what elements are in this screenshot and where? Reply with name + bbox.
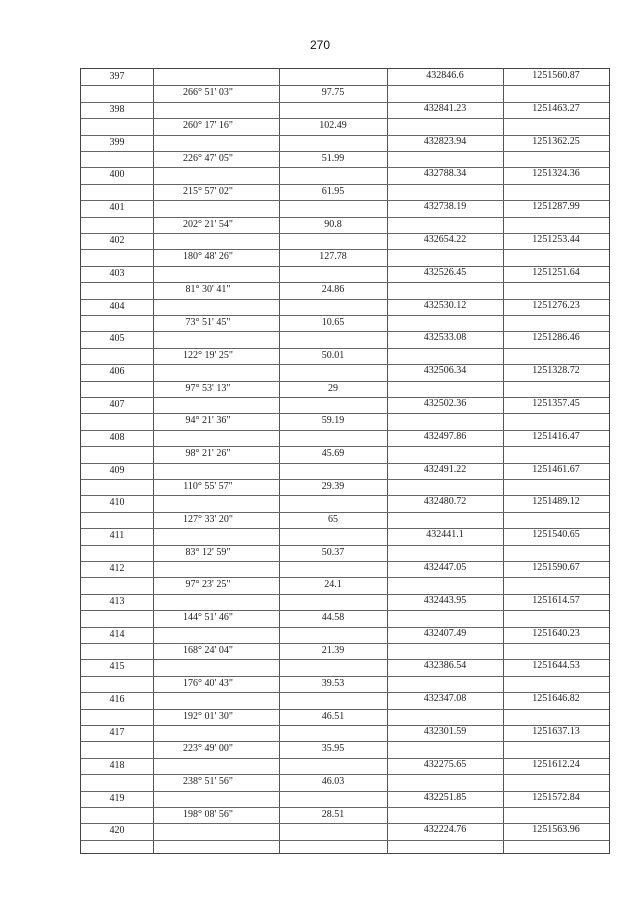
row-divider [81,266,609,267]
point-x-coordinate: 432386.54 [423,660,467,672]
point-id: 400 [109,169,125,181]
point-y-coordinate: 1251590.67 [532,562,580,573]
segment-bearing: 202° 21' 54" [183,218,233,230]
segment-distance: 102.49 [319,120,347,132]
point-x-coordinate: 432788.34 [423,168,467,180]
point-id: 397 [109,71,125,82]
point-y-coordinate: 1251646.82 [532,693,580,705]
segment-bearing: 226° 47' 05" [183,153,233,164]
point-id: 398 [109,103,125,115]
segment-distance: 45.69 [321,448,345,460]
row-divider [81,512,609,513]
segment-distance: 29 [328,382,338,394]
row-divider [81,495,609,496]
segment-distance: 21.39 [321,645,345,656]
segment-bearing: 238° 51' 56" [183,776,233,788]
point-id: 410 [109,497,125,509]
point-y-coordinate: 1251251.64 [532,266,580,278]
row-divider [81,315,609,316]
row-divider [81,545,609,546]
segment-distance: 46.03 [321,776,345,788]
point-id: 401 [109,202,125,214]
segment-bearing: 97° 23' 25" [185,579,231,591]
segment-distance: 50.01 [321,349,345,361]
row-divider [81,741,609,742]
point-id: 416 [109,694,125,706]
segment-bearing: 198° 08' 56" [183,809,233,820]
row-divider [81,331,609,332]
row-divider [81,692,609,693]
segment-bearing: 144° 51' 46" [183,612,233,624]
row-divider [81,725,609,726]
row-divider [81,102,609,103]
point-y-coordinate: 1251637.13 [532,726,580,737]
point-x-coordinate: 432738.19 [423,201,467,213]
point-y-coordinate: 1251287.99 [532,201,580,213]
point-y-coordinate: 1251461.67 [532,463,580,475]
point-id: 406 [109,366,125,378]
segment-distance: 29.39 [321,481,345,492]
point-x-coordinate: 432654.22 [423,234,467,245]
point-y-coordinate: 1251640.23 [532,627,580,639]
point-y-coordinate: 1251253.44 [532,234,580,245]
point-y-coordinate: 1251328.72 [532,365,580,377]
point-y-coordinate: 1251489.12 [532,496,580,508]
row-divider [81,840,609,841]
segment-distance: 65 [328,513,338,525]
row-divider [81,184,609,185]
point-id: 418 [109,759,125,771]
point-x-coordinate: 432530.12 [423,299,467,311]
segment-bearing: 260° 17' 16" [183,120,233,132]
row-divider [81,397,609,398]
point-x-coordinate: 432841.23 [423,102,467,114]
row-divider [81,577,609,578]
point-y-coordinate: 1251612.24 [532,758,580,770]
row-divider [81,167,609,168]
row-divider [81,282,609,283]
point-id: 412 [109,563,125,574]
segment-distance: 50.37 [321,546,345,558]
point-id: 402 [109,235,125,246]
row-divider [81,709,609,710]
row-divider [81,364,609,365]
row-divider [81,774,609,775]
point-id: 414 [109,628,125,640]
point-y-coordinate: 1251560.87 [532,70,580,81]
point-x-coordinate: 432251.85 [423,791,467,803]
row-divider [81,413,609,414]
point-y-coordinate: 1251644.53 [532,660,580,672]
segment-distance: 24.1 [324,579,342,591]
segment-bearing: 180° 48' 26" [183,251,233,263]
row-divider [81,446,609,447]
point-x-coordinate: 432480.72 [423,496,467,508]
segment-bearing: 98° 21' 26" [185,448,231,460]
row-divider [81,479,609,480]
point-x-coordinate: 432407.49 [423,627,467,639]
row-divider [81,643,609,644]
point-id: 413 [109,595,125,607]
row-divider [81,85,609,86]
point-id: 415 [109,661,125,673]
point-y-coordinate: 1251563.96 [532,824,580,836]
segment-distance: 51.99 [321,153,345,164]
point-y-coordinate: 1251286.46 [532,332,580,344]
row-divider [81,430,609,431]
segment-distance: 127.78 [319,251,347,263]
point-x-coordinate: 432224.76 [423,824,467,836]
segment-distance: 35.95 [321,743,345,755]
point-id: 411 [109,530,125,542]
point-id: 407 [109,399,125,410]
point-x-coordinate: 432497.86 [423,430,467,442]
row-divider [81,249,609,250]
point-x-coordinate: 432526.45 [423,266,467,278]
point-x-coordinate: 432275.65 [423,758,467,770]
point-id: 405 [109,333,125,345]
page-number: 270 [309,38,331,52]
point-x-coordinate: 432846.6 [426,70,464,81]
segment-bearing: 122° 19' 25" [183,349,233,361]
row-divider [81,676,609,677]
point-y-coordinate: 1251572.84 [532,791,580,803]
point-id: 419 [109,792,125,804]
survey-coordinates-table [80,68,610,854]
segment-bearing: 83° 12' 59" [185,546,231,558]
point-y-coordinate: 1251362.25 [532,135,580,147]
segment-bearing: 168° 24' 04" [183,645,233,656]
point-id: 408 [109,431,125,443]
segment-bearing: 94° 21' 36" [185,415,231,427]
segment-bearing: 110° 55' 57" [183,481,233,492]
segment-distance: 97.75 [321,87,345,99]
point-id: 404 [109,300,125,312]
row-divider [81,791,609,792]
row-divider [81,135,609,136]
row-divider [81,659,609,660]
row-divider [81,233,609,234]
row-divider [81,528,609,529]
row-divider [81,151,609,152]
point-x-coordinate: 432823.94 [423,135,467,147]
segment-bearing: 127° 33' 20" [183,513,233,525]
row-divider [81,610,609,611]
row-divider [81,594,609,595]
segment-distance: 44.58 [321,612,345,624]
segment-bearing: 176° 40' 43" [183,677,233,689]
point-id: 403 [109,267,125,279]
row-divider [81,118,609,119]
row-divider [81,823,609,824]
segment-bearing: 81° 30' 41" [185,284,231,296]
segment-distance: 10.65 [321,317,345,328]
row-divider [81,299,609,300]
segment-bearing: 73° 51' 45" [185,317,231,328]
point-x-coordinate: 432347.08 [423,693,467,705]
point-y-coordinate: 1251540.65 [532,529,580,541]
point-x-coordinate: 432301.59 [423,726,467,737]
segment-bearing: 192° 01' 30" [183,710,233,722]
row-divider [81,561,609,562]
segment-distance: 59.19 [321,415,345,427]
segment-distance: 24.86 [321,284,345,296]
point-y-coordinate: 1251357.45 [532,398,580,409]
point-x-coordinate: 432447.05 [423,562,467,573]
point-x-coordinate: 432502.36 [423,398,467,409]
segment-bearing: 223° 49' 00" [183,743,233,755]
segment-distance: 28.51 [321,809,345,820]
segment-distance: 90.8 [324,218,342,230]
row-divider [81,627,609,628]
point-id: 409 [109,464,125,476]
point-y-coordinate: 1251463.27 [532,102,580,114]
point-x-coordinate: 432443.95 [423,594,467,606]
point-x-coordinate: 432441.1 [426,529,464,541]
segment-bearing: 97° 53' 13" [185,382,231,394]
segment-distance: 39.53 [321,677,345,689]
point-y-coordinate: 1251416.47 [532,430,580,442]
row-divider [81,217,609,218]
segment-bearing: 215° 57' 02" [183,185,233,197]
row-divider [81,758,609,759]
point-x-coordinate: 432491.22 [423,463,467,475]
row-divider [81,381,609,382]
row-divider [81,463,609,464]
point-id: 417 [109,727,125,738]
segment-bearing: 266° 51' 03" [183,87,233,99]
row-divider [81,200,609,201]
point-y-coordinate: 1251614.57 [532,594,580,606]
point-id: 420 [109,825,125,837]
point-y-coordinate: 1251324.36 [532,168,580,180]
row-divider [81,348,609,349]
point-x-coordinate: 432533.08 [423,332,467,344]
point-y-coordinate: 1251276.23 [532,299,580,311]
point-id: 399 [109,136,125,148]
point-x-coordinate: 432506.34 [423,365,467,377]
segment-distance: 61.95 [321,185,345,197]
segment-distance: 46.51 [321,710,345,722]
row-divider [81,807,609,808]
